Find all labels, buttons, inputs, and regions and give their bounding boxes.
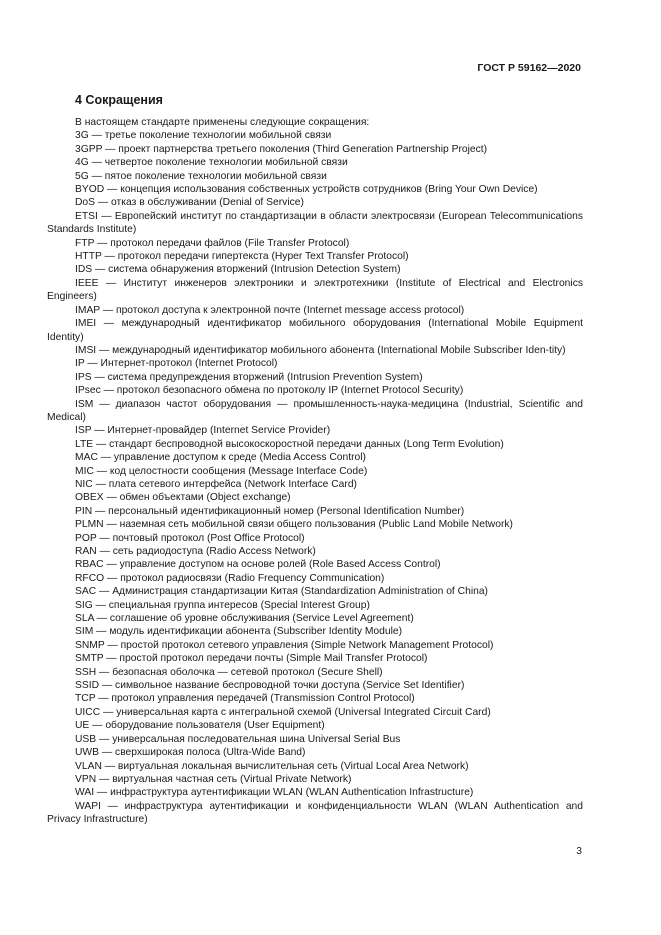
- list-item: RFCO — протокол радиосвязи (Radio Frequency Communication): [75, 572, 385, 584]
- list-item: SNMP — простой протокол сетевого управления (Simple Network Management Protocol): [75, 639, 494, 651]
- list-item: 3G — третье поколение технологии мобильной связи: [75, 130, 332, 142]
- list-item: MAC — управление доступом к среде (Media Access Control): [75, 452, 366, 464]
- list-item: IPsec — протокол безопасного обмена по протоколу IP (Internet Protocol Security): [75, 385, 464, 397]
- list-item: SSH — безопасная оболочка — сетевой протокол (Secure Shell): [75, 666, 383, 678]
- list-item: IMSI — международный идентификатор мобильного абонента (International Mobile Subscriber Iden-tity): [75, 344, 566, 356]
- list-item: WAI — инфраструктура аутентификации WLAN (WLAN Authentication Infrastructure): [75, 787, 474, 799]
- list-item: RBAC — управление доступом на основе ролей (Role Based Access Control): [75, 559, 441, 571]
- list-item: FTP — протокол передачи файлов (File Transfer Protocol): [75, 237, 350, 249]
- list-item: IP — Интернет-протокол (Internet Protocol): [75, 358, 278, 370]
- list-item: RAN — сеть радиодоступа (Radio Access Network): [75, 546, 316, 557]
- list-item: BYOD — концепция использования собственных устройств сотрудников (Bring Your Own Device): [75, 184, 538, 196]
- list-item: IMAP — протокол доступа к электронной почте (Internet message access protocol): [75, 304, 465, 316]
- list-item: DoS — отказ в обслуживании (Denial of Service): [75, 197, 304, 209]
- list-item: HTTP — протокол передачи гипертекста (Hyper Text Transfer Protocol): [75, 251, 409, 263]
- list-item: 4G — четвертое поколение технологии мобильной связи: [75, 157, 348, 169]
- list-item: OBEX — обмен объектами (Object exchange): [75, 492, 291, 504]
- list-item: NIC — плата сетевого интерфейса (Network Interface Card): [75, 478, 357, 490]
- list-item: IDS — система обнаружения вторжений (Intrusion Detection System): [75, 264, 401, 276]
- list-item: 3GPP — проект партнерства третьего поколения (Third Generation Partnership Project): [75, 143, 488, 155]
- list-item: IEEE — Институт инженеров электроники и электротехники (Institute of Electrical and Electronics Engineers): [47, 277, 583, 303]
- list-item: PLMN — наземная сеть мобильной связи общего пользования (Public Land Mobile Network): [75, 519, 513, 531]
- list-item: ISP — Интернет-провайдер (Internet Service Provider): [75, 425, 331, 437]
- list-item: UE — оборудование пользователя (User Equipment): [75, 720, 325, 732]
- list-item: USB — универсальная последовательная шина Universal Serial Bus: [75, 733, 401, 745]
- list-item: IPS — система предупреждения вторжений (Intrusion Prevention System): [75, 371, 423, 383]
- list-item: 5G — пятое поколение технологии мобильной связи: [75, 170, 327, 182]
- page-number: 3: [576, 846, 582, 857]
- list-item: POP — почтовый протокол (Post Office Protocol): [75, 532, 305, 544]
- list-item: SSID — символьное название беспроводной точки доступа (Service Set Identifier): [75, 680, 465, 692]
- list-item: IMEI — международный идентификатор мобильного оборудования (International Mobile Equipment Identity): [47, 318, 583, 343]
- section-title: 4 Сокращения: [75, 93, 163, 107]
- list-item: MIC — код целостности сообщения (Message Interface Code): [75, 465, 368, 477]
- list-item: SMTP — простой протокол передачи почты (Simple Mail Transfer Protocol): [75, 653, 428, 665]
- list-item: SAC — Администрация стандартизации Китая (Standardization Administration of China): [75, 586, 488, 598]
- list-item: TCP — протокол управления передачей (Transmission Control Protocol): [75, 693, 415, 705]
- section-body: [47, 116, 583, 827]
- intro-paragraph: В настоящем стандарте применены следующие сокращения:: [75, 117, 370, 128]
- list-item: SIG — специальная группа интересов (Special Interest Group): [75, 599, 370, 611]
- list-item: SIM — модуль идентификации абонента (Subscriber Identity Module): [75, 626, 403, 638]
- list-item: PIN — персональный идентификационный номер (Personal Identification Number): [75, 505, 465, 517]
- list-item: UICC — универсальная карта с интегральной схемой (Universal Integrated Circuit Card): [75, 706, 491, 718]
- standard-code: ГОСТ Р 59162—2020: [477, 62, 581, 74]
- list-item: ISM — диапазон частот оборудования — промышленность-наука-медицина (Industrial, Scientific and Medical): [47, 398, 583, 423]
- list-item: VLAN — виртуальная локальная вычислительная сеть (Virtual Local Area Network): [75, 760, 469, 772]
- list-item: UWB — сверхширокая полоса (Ultra-Wide Band): [75, 747, 306, 759]
- list-item: VPN — виртуальная частная сеть (Virtual Private Network): [75, 773, 352, 785]
- list-item: WAPI — инфраструктура аутентификации и конфиденциальности WLAN (WLAN Authentication and Privacy Infrastructure): [47, 800, 583, 826]
- list-item: SLA — соглашение об уровне обслуживания (Service Level Agreement): [75, 613, 414, 625]
- abbreviation-list: [47, 129, 583, 826]
- list-item: LTE — стандарт беспроводной высокоскоростной передачи данных (Long Term Evolution): [75, 438, 504, 450]
- list-item: ETSI — Европейский институт по стандартизации в области электросвязи (European Telecommunications Standards Institute): [47, 210, 583, 236]
